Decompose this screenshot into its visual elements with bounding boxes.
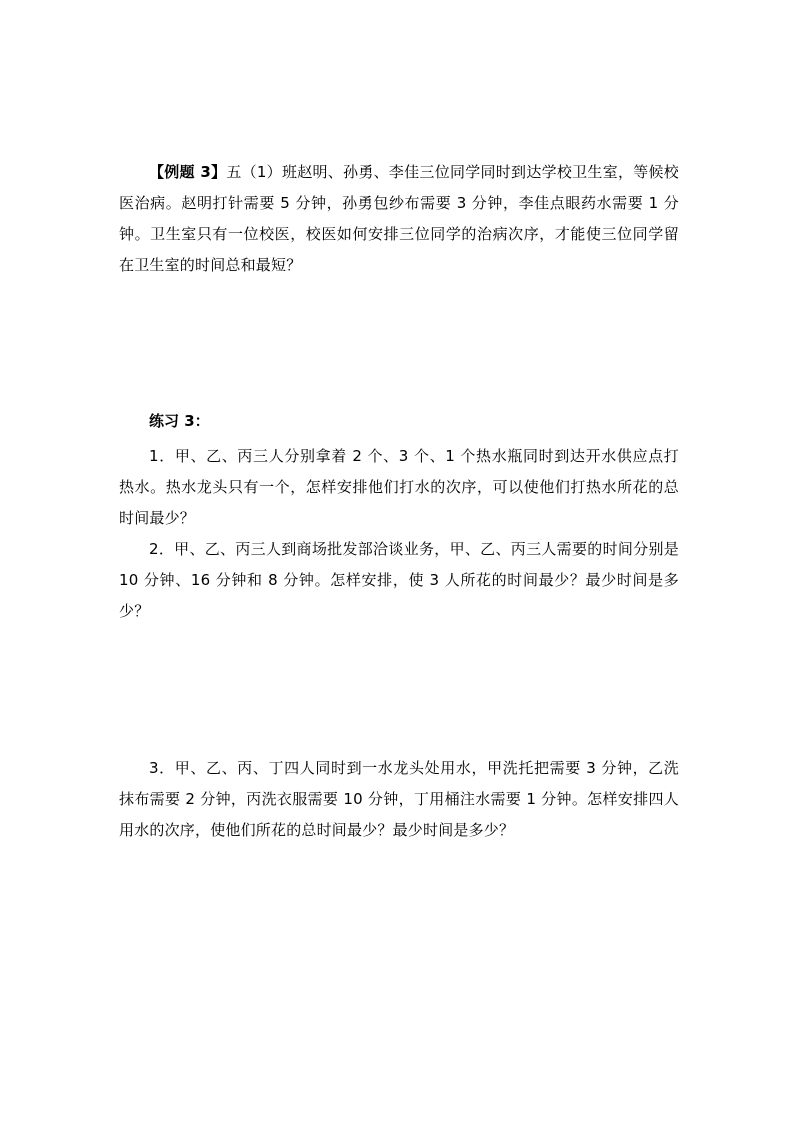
practice-item-3: 3．甲、乙、丙、丁四人同时到一水龙头处用水，甲洗托把需要 3 分钟，乙洗抹布需要 2 分钟，丙洗衣服需要 10 分钟，丁用桶注水需要 1 分钟。怎样安排四人用水的次序，使他们所花的总时间最少？最少时间是多少？	[119, 759, 679, 839]
example-3-paragraph	[119, 157, 679, 281]
example-3-label: 【例题 3】	[149, 163, 227, 181]
practice-item-1: 1．甲、乙、丙三人分别拿着 2 个、3 个、1 个热水瓶同时到达开水供应点打热水。热水龙头只有一个，怎样安排他们打水的次序，可以使他们打热水所花的总时间最少？	[119, 447, 679, 527]
practice-item-2: 2．甲、乙、丙三人到商场批发部洽谈业务，甲、乙、丙三人需要的时间分别是 10 分钟、16 分钟和 8 分钟。怎样安排，使 3 人所花的时间最少？最少时间是多少？	[119, 540, 679, 620]
practice-3-heading: 练习 3：	[149, 412, 210, 430]
example-3-text: 五（1）班赵明、孙勇、李佳三位同学同时到达学校卫生室，等候校医治病。赵明打针需要 5 分钟，孙勇包纱布需要 3 分钟，李佳点眼药水需要 1 分钟。卫生室只有一位校医，校医如何安排三位同学的治病次序，才能使三位同学留在卫生室的时间总和最短？	[119, 163, 679, 274]
